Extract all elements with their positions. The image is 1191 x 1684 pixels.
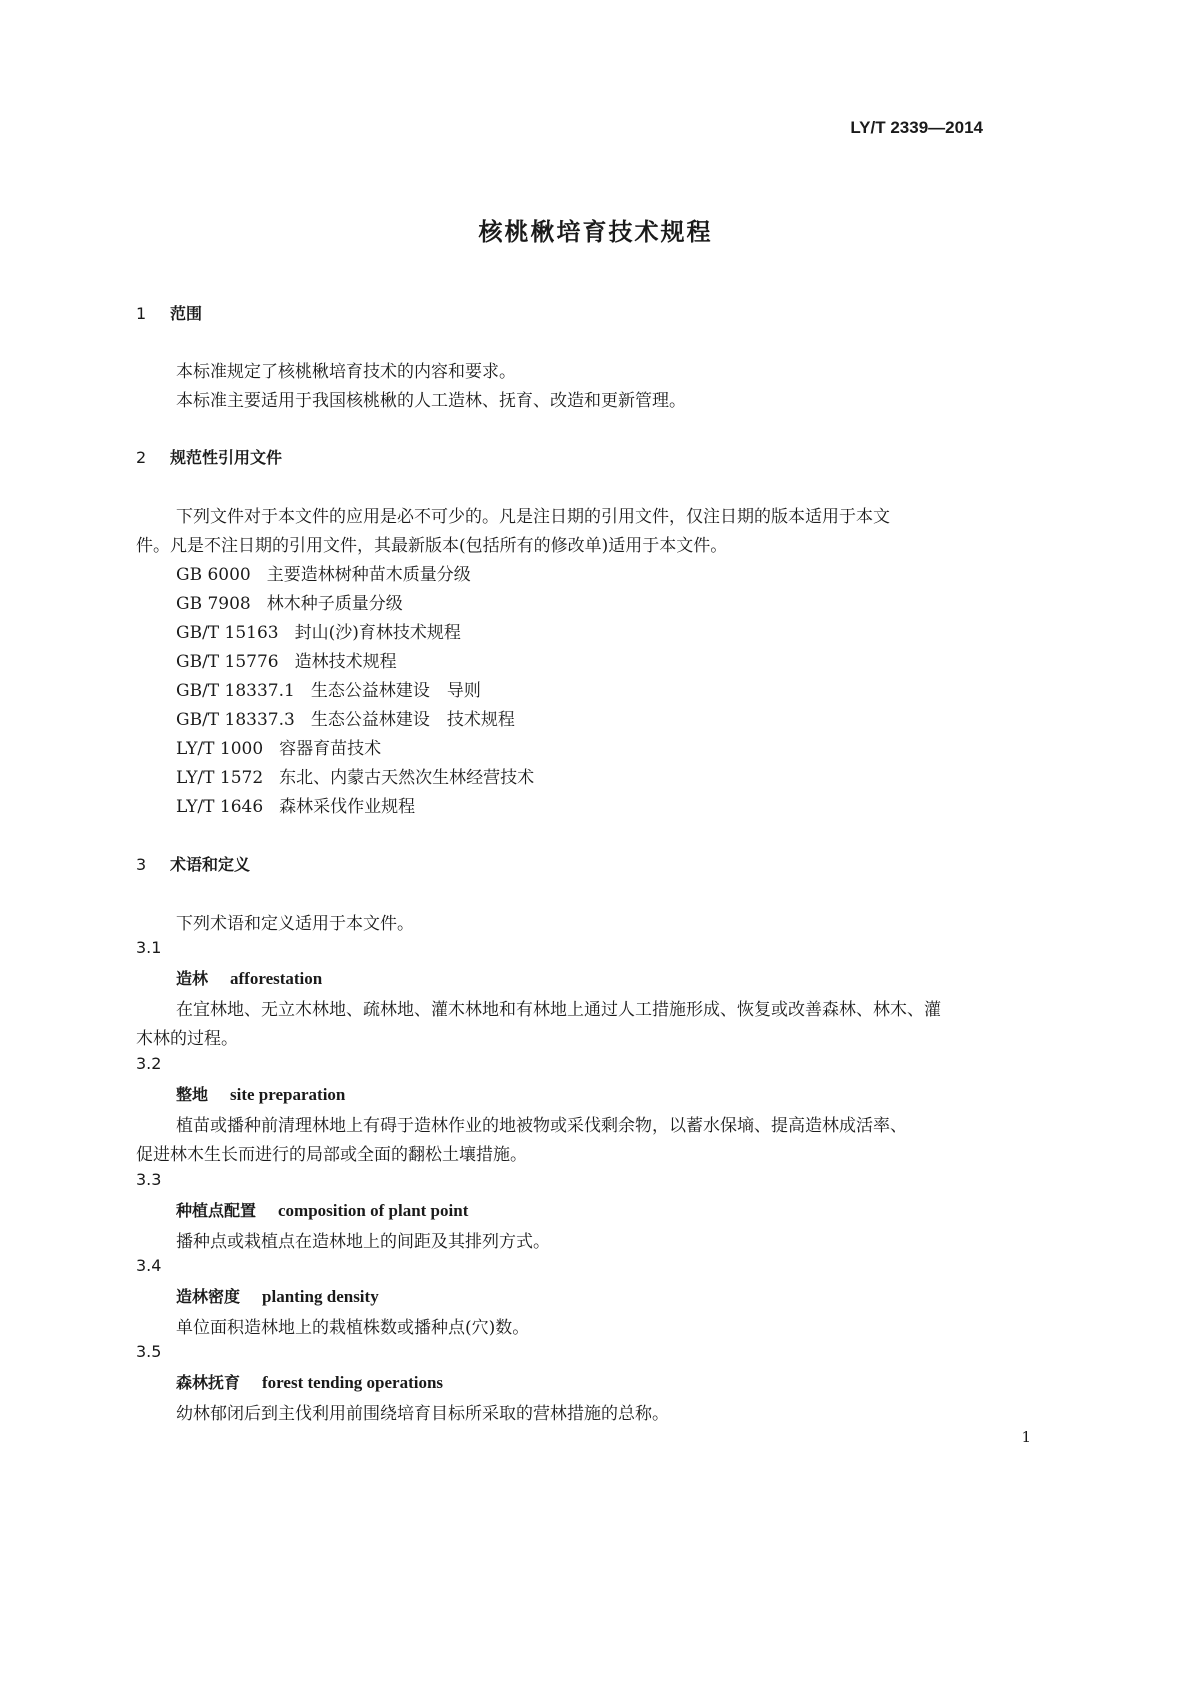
paragraph-line: 下列文件对于本文件的应用是必不可少的。凡是注日期的引用文件，仅注日期的版本适用于本文 [176, 507, 890, 527]
reference-item [176, 734, 381, 759]
paragraph-line: 件。凡是不注日期的引用文件，其最新版本(包括所有的修改单)适用于本文件。 [136, 536, 728, 556]
section-title: 范围 [170, 304, 203, 323]
reference-title: 造林技术规程 [294, 652, 397, 672]
paragraph: 本标准主要适用于我国核桃楸的人工造林、抚育、改造和更新管理。 [176, 391, 686, 411]
reference-item [176, 647, 397, 672]
term-en: planting density [262, 1287, 379, 1306]
document-title: 核桃楸培育技术规程 [478, 218, 713, 246]
reference-item [176, 560, 471, 585]
reference-item [176, 763, 534, 788]
page-number: 1 [1021, 1428, 1031, 1446]
term-en: afforestation [230, 969, 323, 988]
definition-line: 在宜林地、无立木林地、疏林地、灌木林地和有林地上通过人工措施形成、恢复或改善森林、林木、灌 [176, 1000, 941, 1020]
term-heading [176, 966, 322, 989]
term-number: 3.3 [136, 1170, 162, 1189]
reference-title: 主要造林树种苗木质量分级 [266, 565, 471, 585]
definition-line: 幼林郁闭后到主伐利用前围绕培育目标所采取的营林措施的总称。 [176, 1404, 669, 1424]
term-heading [176, 1284, 379, 1307]
term-zh: 整地 [176, 1085, 209, 1104]
section-title: 规范性引用文件 [170, 448, 283, 467]
reference-code: GB 7908 [176, 594, 251, 614]
reference-item [176, 589, 403, 614]
reference-title: 生态公益林建设 导则 [310, 681, 481, 701]
term-zh: 种植点配置 [176, 1201, 257, 1220]
reference-code: GB/T 15776 [176, 652, 279, 672]
term-number: 3.4 [136, 1256, 162, 1275]
definition-line: 促进林木生长而进行的局部或全面的翻松土壤措施。 [136, 1145, 527, 1165]
reference-code: GB/T 18337.1 [176, 681, 295, 701]
reference-code: GB 6000 [176, 565, 251, 585]
term-en: composition of plant point [278, 1201, 469, 1220]
section-number: 3 [136, 855, 147, 874]
reference-title: 生态公益林建设 技术规程 [310, 710, 515, 730]
term-number: 3.2 [136, 1054, 162, 1073]
term-en: forest tending operations [262, 1373, 444, 1392]
definition-line: 木林的过程。 [136, 1029, 238, 1049]
section-3-heading [136, 852, 250, 875]
section-number: 2 [136, 448, 147, 467]
definition-line: 单位面积造林地上的栽植株数或播种点(穴)数。 [176, 1318, 530, 1338]
reference-code: GB/T 18337.3 [176, 710, 295, 730]
paragraph: 本标准规定了核桃楸培育技术的内容和要求。 [176, 362, 516, 382]
reference-code: LY/T 1646 [176, 797, 264, 817]
reference-title: 森林采伐作业规程 [279, 797, 416, 817]
reference-title: 容器育苗技术 [279, 739, 382, 759]
term-zh: 森林抚育 [176, 1373, 241, 1392]
reference-code: GB/T 15163 [176, 623, 279, 643]
term-heading [176, 1082, 345, 1105]
reference-item [176, 705, 515, 730]
paragraph: 下列术语和定义适用于本文件。 [176, 914, 414, 934]
definition-line: 播种点或栽植点在造林地上的间距及其排列方式。 [176, 1232, 550, 1252]
section-number: 1 [136, 304, 147, 323]
reference-item [176, 618, 461, 643]
reference-title: 林木种子质量分级 [266, 594, 403, 614]
definition-line: 植苗或播种前清理林地上有碍于造林作业的地被物或采伐剩余物，以蓄水保墒、提高造林成活率、 [176, 1116, 907, 1136]
term-number: 3.1 [136, 938, 162, 957]
reference-title: 封山(沙)育林技术规程 [294, 623, 461, 643]
term-en: site preparation [230, 1085, 346, 1104]
reference-code: LY/T 1572 [176, 768, 264, 788]
section-1-heading [136, 301, 202, 324]
reference-item [176, 676, 481, 701]
standard-code: LY/T 2339—2014 [850, 118, 983, 137]
term-zh: 造林 [176, 969, 209, 988]
reference-item [176, 792, 415, 817]
term-heading [176, 1198, 468, 1221]
reference-code: LY/T 1000 [176, 739, 264, 759]
term-number: 3.5 [136, 1342, 162, 1361]
section-2-heading [136, 445, 282, 468]
reference-title: 东北、内蒙古天然次生林经营技术 [279, 768, 535, 788]
term-zh: 造林密度 [176, 1287, 241, 1306]
term-heading [176, 1370, 443, 1393]
section-title: 术语和定义 [170, 855, 251, 874]
